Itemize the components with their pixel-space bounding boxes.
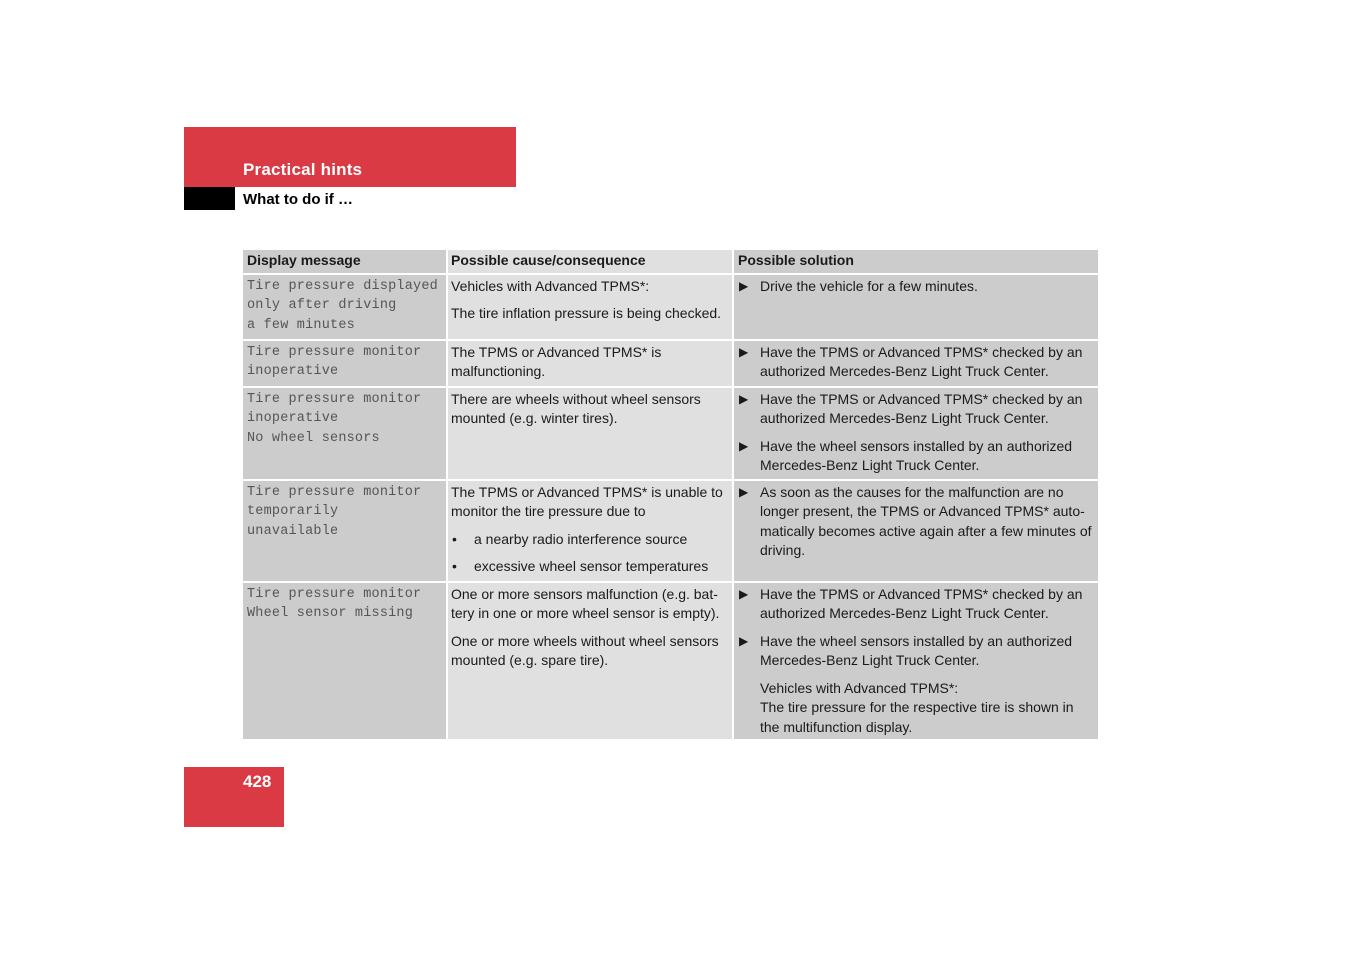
solution-cell bbox=[734, 275, 1098, 339]
table-row bbox=[243, 341, 1098, 388]
cause-text: One or more sensors malfunction (e.g. bat-tery in one or more wheel sensor is empty). bbox=[451, 585, 720, 621]
column-header: Possible solution bbox=[734, 250, 1098, 273]
display-message: Tire pressure monitor inoperative bbox=[243, 341, 448, 386]
solution-cell bbox=[734, 583, 1098, 739]
solution-step bbox=[738, 483, 1094, 561]
arrow-icon: ▶ bbox=[739, 484, 749, 499]
solution-text: As soon as the causes for the malfunction are no longer present, the TPMS or Advanced TPMS* auto-matically becomes active again after a few minutes of driving. bbox=[760, 483, 1092, 558]
cause-cell bbox=[448, 583, 734, 739]
arrow-icon: ▶ bbox=[739, 344, 749, 359]
cause-text: The TPMS or Advanced TPMS* is malfunctioning. bbox=[451, 343, 662, 379]
arrow-icon: ▶ bbox=[739, 633, 749, 648]
solution-step bbox=[738, 437, 1094, 476]
solution-text: Have the TPMS or Advanced TPMS* checked by an authorized Mercedes-Benz Light Truck Center. bbox=[760, 390, 1083, 426]
solution-step bbox=[738, 390, 1094, 429]
arrow-icon: ▶ bbox=[739, 438, 749, 453]
cause-text: There are wheels without wheel sensors mounted (e.g. winter tires). bbox=[451, 390, 701, 426]
display-message: Tire pressure monitor inoperative No wheel sensors bbox=[243, 388, 448, 479]
bullet-text: a nearby radio interference source bbox=[474, 530, 688, 547]
table-header-row bbox=[243, 250, 1098, 275]
tpms-message-table bbox=[243, 250, 1098, 739]
section-title: Practical hints bbox=[243, 160, 363, 179]
cause-text: The TPMS or Advanced TPMS* is unable to monitor the tire pressure due to bbox=[451, 483, 723, 519]
table-row bbox=[243, 275, 1098, 341]
solution-step bbox=[738, 585, 1094, 624]
column-header: Possible cause/consequence bbox=[448, 250, 734, 273]
display-message: Tire pressure monitor temporarily unavailable bbox=[243, 481, 448, 581]
table-row bbox=[243, 388, 1098, 481]
cause-cell bbox=[448, 481, 734, 581]
table-row bbox=[243, 583, 1098, 739]
solution-text: Have the wheel sensors installed by an authorized Mercedes-Benz Light Truck Center. bbox=[760, 437, 1073, 473]
display-message: Tire pressure monitor Wheel sensor missing bbox=[243, 583, 448, 739]
solution-cell bbox=[734, 388, 1098, 479]
arrow-icon: ▶ bbox=[739, 278, 749, 293]
cause-bullet bbox=[451, 557, 728, 577]
arrow-icon: ▶ bbox=[739, 391, 749, 406]
solution-cell bbox=[734, 481, 1098, 581]
bullet-icon: • bbox=[452, 530, 457, 547]
cause-cell bbox=[448, 275, 734, 339]
display-message: Tire pressure displayed only after driving a few minutes bbox=[243, 275, 448, 339]
cause-cell bbox=[448, 341, 734, 386]
subsection-marker bbox=[184, 187, 235, 210]
subsection-title: What to do if … bbox=[243, 191, 353, 208]
page-number: 428 bbox=[243, 772, 272, 791]
solution-note bbox=[738, 679, 1094, 738]
solution-text: Have the TPMS or Advanced TPMS* checked by an authorized Mercedes-Benz Light Truck Center. bbox=[760, 585, 1083, 621]
solution-step bbox=[738, 343, 1094, 382]
solution-step bbox=[738, 277, 1094, 297]
cause-cell bbox=[448, 388, 734, 479]
table-row bbox=[243, 481, 1098, 583]
cause-text: The tire inflation pressure is being checked. bbox=[451, 305, 722, 321]
solution-step bbox=[738, 632, 1094, 671]
cause-text: One or more wheels without wheel sensors mounted (e.g. spare tire). bbox=[451, 632, 719, 668]
column-header: Display message bbox=[243, 250, 448, 273]
bullet-text: excessive wheel sensor temperatures bbox=[474, 558, 709, 574]
bullet-icon: • bbox=[452, 558, 457, 574]
arrow-icon: ▶ bbox=[739, 586, 749, 601]
cause-bullet bbox=[451, 530, 728, 550]
note-title: Vehicles with Advanced TPMS*: bbox=[760, 679, 959, 696]
solution-text: Have the TPMS or Advanced TPMS* checked by an authorized Mercedes-Benz Light Truck Center. bbox=[760, 343, 1083, 379]
solution-text: Have the wheel sensors installed by an authorized Mercedes-Benz Light Truck Center. bbox=[760, 632, 1073, 668]
note-text: The tire pressure for the respective tire is shown in the multifunction display. bbox=[760, 699, 1074, 735]
solution-text: Drive the vehicle for a few minutes. bbox=[760, 277, 978, 294]
cause-text: Vehicles with Advanced TPMS*: bbox=[451, 277, 650, 294]
solution-cell bbox=[734, 341, 1098, 386]
